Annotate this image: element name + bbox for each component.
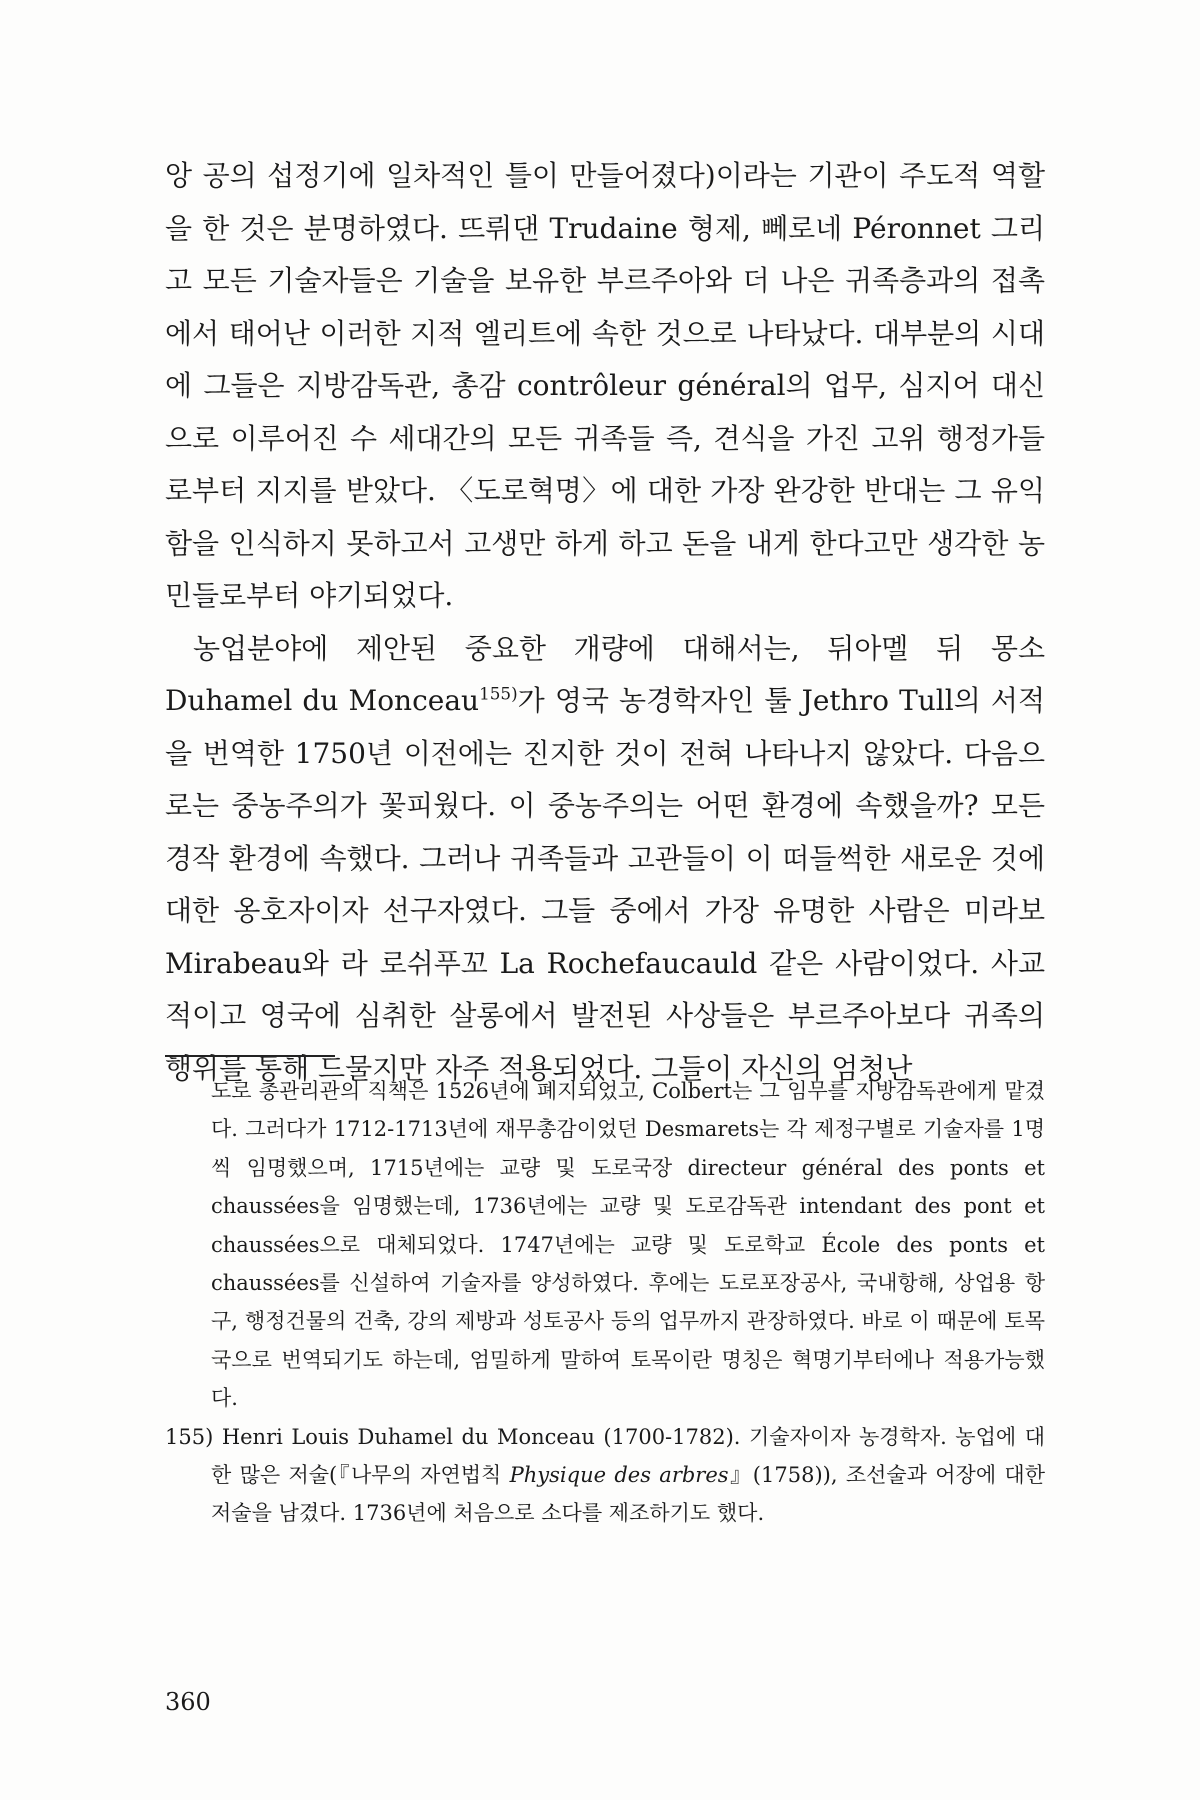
footnote-155: [165, 1418, 1045, 1533]
footnote-divider: [165, 1055, 335, 1057]
paragraph-2-text-start: 농업분야에 제안된 중요한 개량에 대해서는, 뒤아멜 뒤 몽소 Duhamel du Monceau: [165, 631, 1045, 717]
footnote-155-text-end: 』(1758)), 조선술과 어장에 대한 저술을 남겼다. 1736년에 처음으로 소다를 제조하기도 했다.: [211, 1463, 1046, 1526]
footnotes-section: [165, 1072, 1045, 1533]
paragraph-1-text: 앙 공의 섭정기에 일차적인 틀이 만들어졌다)이라는 기관이 주도적 역할을 한 것은 분명하였다. 뜨뤼댄 Trudaine 형제, 뻬로네 Péronnet 그리고 모든 기술자들은 기술을 보유한 부르주아와 더 나은 귀족층과의 접촉에서 태어난 이러한 지적 엘리트에 속한 것으로 나타났다. 대부분의 시대에 그들은 지방감독관, 총감 contrôleur général의 업무, 심지어 대신으로 이루어진 수 세대간의 모든 귀족들 즉, 견식을 가진 고위 행정가들로부터 지지를 받았다. 〈도로혁명〉에 대한 가장 완강한 반대는 그 유익함을 인식하지 못하고서 고생만 하게 하고 돈을 내게 한다고만 생각한 농민들로부터 야기되었다.: [165, 159, 1045, 612]
paragraph-1: [165, 150, 1045, 623]
footnote-ref-155[interactable]: 155): [479, 683, 518, 704]
paragraph-2-text-end: 가 영국 농경학자인 툴 Jethro Tull의 서적을 번역한 1750년 이전에는 진지한 것이 전혀 나타나지 않았다. 다음으로는 중농주의가 꽃피웠다. 이 중농주의는 어떤 환경에 속했을까? 모든 경작 환경에 속했다. 그러나 귀족들과 고관들이 이 떠들썩한 새로운 것에 대한 옹호자이자 선구자였다. 그들 중에서 가장 유명한 사람은 미라보 Mirabeau와 라 로쉬푸꼬 La Rochefaucauld 같은 사람이었다. 사교적이고 영국에 심취한 살롱에서 발전된 사상들은 부르주아보다 귀족의 행위를 통해 드물지만 자주 적용되었다. 그들이 자신의 엄청난: [165, 684, 1045, 1085]
footnote-155-number: 155): [165, 1424, 214, 1449]
footnote-155-book-title: Physique des arbres: [509, 1463, 729, 1488]
paragraph-2: [165, 623, 1045, 1096]
main-text: [165, 150, 1045, 1095]
page-number: 360: [165, 1688, 211, 1716]
footnote-continuation-text: 도로 총관리관의 직책은 1526년에 폐지되었고, Colbert는 그 임무를 지방감독관에게 맡겼다. 그러다가 1712-1713년에 재무총감이었던 Desmarets는 각 제정구별로 기술자를 1명씩 임명했으며, 1715년에는 교량 및 도로국장 directeur général des ponts et chaussées을 임명했는데, 1736년에는 교량 및 도로감독관 intendant des pont et chaussées으로 대체되었다. 1747년에는 교량 및 도로학교 École des ponts et chaussées를 신설하여 기술자를 양성하였다. 후에는 도로포장공사, 국내항해, 상업용 항구, 행정건물의 건축, 강의 제방과 성토공사 등의 업무까지 관장하였다. 바로 이 때문에 토목국으로 번역되기도 하는데, 엄밀하게 말하여 토목이란 명칭은 혁명기부터에나 적용가능했다.: [211, 1079, 1045, 1411]
footnote-continuation: [165, 1072, 1045, 1418]
footnote-155-text-start: Henri Louis Duhamel du Monceau (1700-1782). 기술자이자 농경학자. 농업에 대한 많은 저술(『나무의 자연법칙: [211, 1424, 1045, 1488]
